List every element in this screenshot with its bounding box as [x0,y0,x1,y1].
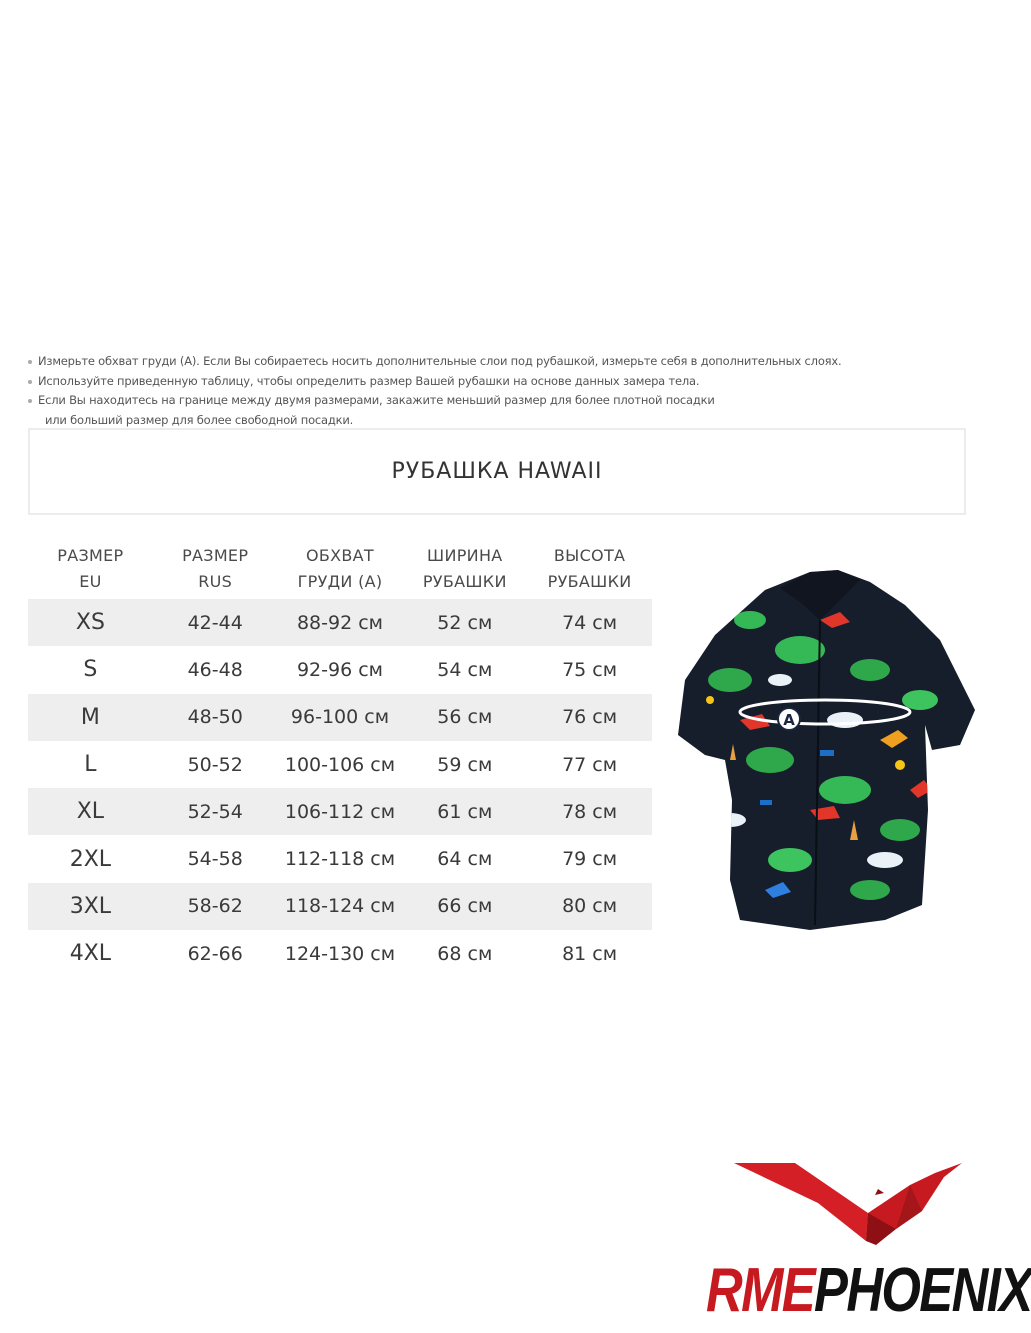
header-width [402,543,527,599]
size-table [28,543,652,977]
cell-chest: 118-124 см [284,895,396,918]
bullet-icon [28,360,32,364]
cell-width: 54 см [437,658,493,681]
brand-logo-text [706,1255,1031,1326]
cell-size-eu: S [83,657,98,683]
cell-size-eu: L [84,752,97,778]
cell-height: 75 см [562,658,618,681]
table-row [28,646,652,693]
product-title: РУБАШКА HAWAII [391,459,603,484]
cell-height: 77 см [562,753,618,776]
cell-width: 66 см [437,895,493,918]
table-row [28,883,652,930]
cell-size-eu: XS [75,610,105,636]
instruction-text: Измерьте обхват груди (А). Если Вы собираетесь носить дополнительные слои под рубашкой, измерьте себя в дополнительных слоях. [38,354,842,368]
cell-width: 61 см [437,800,493,823]
header-line: РАЗМЕР [57,546,124,565]
header-line: ОБХВАТ [305,546,374,565]
instructions [28,352,968,430]
cell-size-rus: 62-66 [187,942,243,965]
table-row [28,930,652,977]
cell-height: 78 см [562,800,618,823]
cell-size-rus: 58-62 [187,895,243,918]
instruction-continuation: или больший размер для более свободной посадки. [45,412,354,427]
header-line: РАЗМЕР [182,546,249,565]
instruction-item [28,391,968,430]
table-row [28,599,652,646]
cell-chest: 96-100 см [290,706,390,729]
cell-chest: 112-118 см [284,848,396,871]
table-header [28,543,652,599]
header-size-rus [153,543,278,599]
table-row [28,835,652,882]
cell-chest: 100-106 см [284,753,396,776]
cell-size-eu: M [80,704,100,730]
header-height [527,543,652,599]
shirt-illustration [670,560,980,950]
instruction-item [28,372,968,392]
instruction-item [28,352,968,372]
table-row [28,788,652,835]
header-line: ГРУДИ (А) [297,572,383,591]
cell-size-eu: XL [76,799,105,825]
cell-size-eu: 4XL [69,941,112,967]
cell-size-rus: 46-48 [187,658,243,681]
header-line: ВЫСОТА [553,546,626,565]
header-line: РУБАШКИ [547,572,632,591]
table-row [28,741,652,788]
cell-size-eu: 2XL [69,846,112,872]
header-line: ШИРИНА [427,546,503,565]
cell-height: 76 см [562,706,618,729]
header-line: РУБАШКИ [422,572,507,591]
cell-size-rus: 50-52 [187,753,243,776]
brand-part-phoenix: PHOENIX [814,1256,1031,1325]
cell-chest: 106-112 см [284,800,396,823]
measure-marker: A [783,711,795,729]
cell-width: 59 см [437,753,493,776]
cell-chest: 88-92 см [296,611,383,634]
instruction-text: Если Вы находитесь на границе между двумя размерами, закажите меньший размер для более плотной посадки [38,393,715,407]
cell-size-rus: 48-50 [187,706,243,729]
cell-size-rus: 42-44 [187,611,243,634]
cell-size-eu: 3XL [69,893,112,919]
cell-width: 52 см [437,611,493,634]
bullet-icon [28,380,32,384]
product-title-box [28,428,966,515]
table-row [28,694,652,741]
header-line: EU [79,572,102,591]
cell-size-rus: 54-58 [187,848,243,871]
brand-part-rme: RME [706,1256,815,1325]
cell-chest: 124-130 см [284,942,396,965]
instruction-text: Используйте приведенную таблицу, чтобы определить размер Вашей рубашки на основе данных замера тела. [38,373,700,388]
cell-size-rus: 52-54 [187,800,243,823]
header-line: RUS [198,572,233,591]
cell-width: 64 см [437,848,493,871]
cell-height: 80 см [562,895,618,918]
header-size-eu [28,543,153,599]
bullet-icon [28,399,32,403]
cell-width: 56 см [437,706,493,729]
cell-height: 79 см [562,848,618,871]
cell-height: 81 см [562,942,618,965]
cell-chest: 92-96 см [296,658,383,681]
header-chest [278,543,403,599]
cell-height: 74 см [562,611,618,634]
cell-width: 68 см [437,942,493,965]
